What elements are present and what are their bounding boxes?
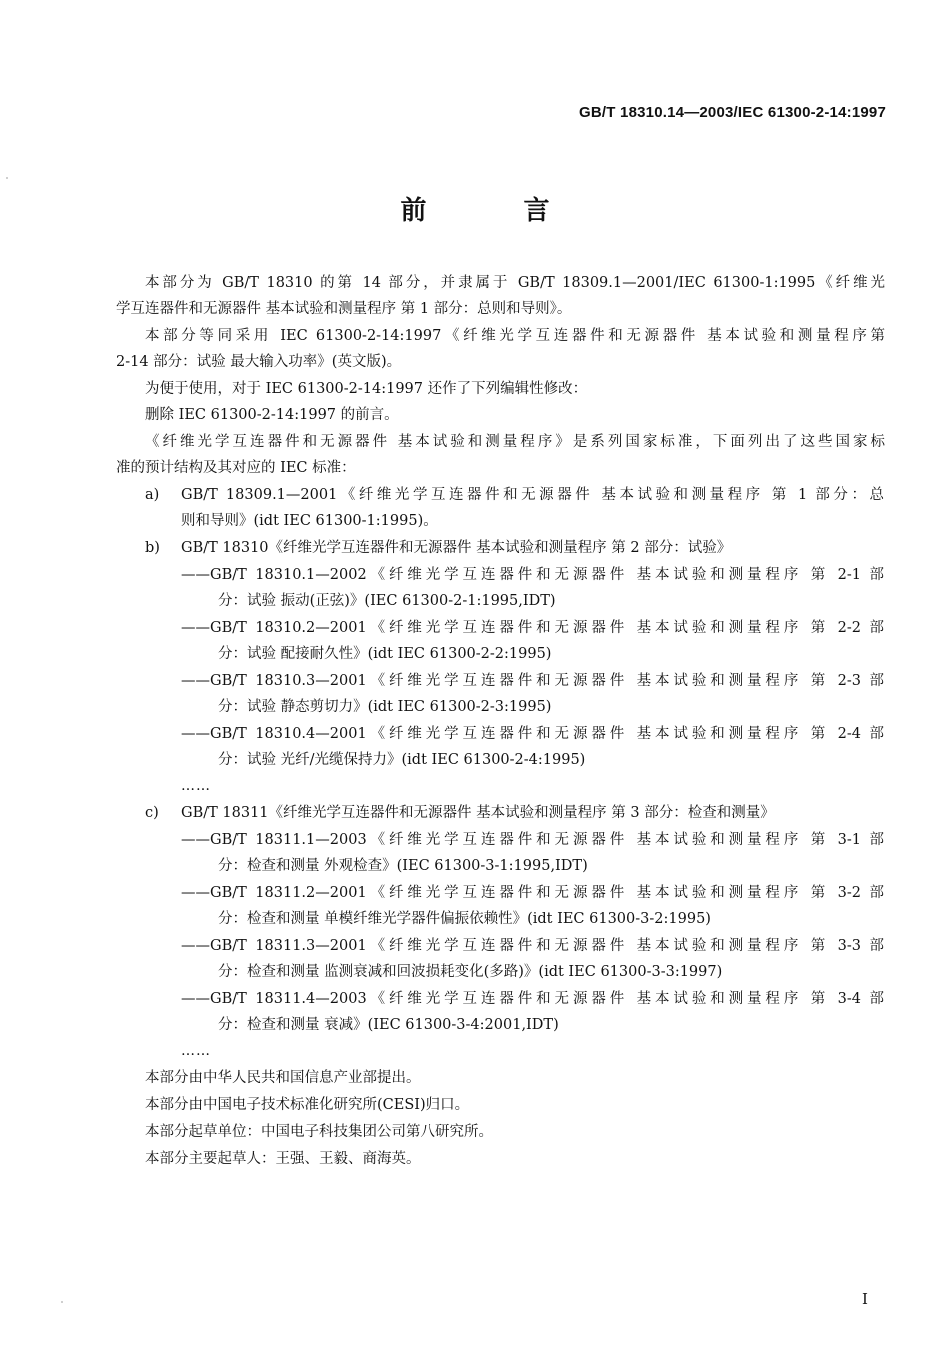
closing-proposed: 本部分由中华人民共和国信息产业部提出。 [145, 1070, 421, 1086]
list-item-b-sub-1-line-1: ——GB/T 18310.1—2002《纤维光学互连器件和无源器件 基本试验和测量程序 第 2-1 部 [181, 567, 884, 583]
list-label-a: a) [145, 487, 160, 503]
list-item-c-line-1: GB/T 18311《纤维光学互连器件和无源器件 基本试验和测量程序 第 3 部分：检查和测量》 [181, 805, 775, 821]
closing-drafting-unit: 本部分起草单位：中国电子科技集团公司第八研究所。 [145, 1124, 493, 1140]
list-item-c-sub-1-line-1: ——GB/T 18311.1—2003《纤维光学互连器件和无源器件 基本试验和测量程序 第 3-1 部 [181, 832, 884, 848]
list-item-c-sub-2-line-2: 分：检查和测量 单模纤维光学器件偏振依赖性》(idt IEC 61300-3-2:1995) [218, 911, 711, 927]
standard-number-header: GB/T 18310.14—2003/IEC 61300-2-14:1997 [579, 104, 886, 121]
preface-paragraph-1-line-2: 学互连器件和无源器件 基本试验和测量程序 第 1 部分：总则和导则》。 [116, 301, 572, 317]
list-item-b-sub-1-line-2: 分：试验 振动(正弦)》(IEC 61300-2-1:1995,IDT) [218, 593, 556, 609]
preface-paragraph-2-line-1: 本部分等同采用 IEC 61300-2-14:1997《纤维光学互连器件和无源器件 基本试验和测量程序第 [145, 328, 885, 344]
page-number: I [862, 1290, 868, 1308]
list-item-b-sub-2-line-2: 分：试验 配接耐久性》(idt IEC 61300-2-2:1995) [218, 646, 552, 662]
list-label-c: c) [145, 805, 159, 821]
list-item-b-sub-3-line-1: ——GB/T 18310.3—2001《纤维光学互连器件和无源器件 基本试验和测量程序 第 2-3 部 [181, 673, 884, 689]
scan-speck [61, 1301, 63, 1303]
list-item-b-sub-2-line-1: ——GB/T 18310.2—2001《纤维光学互连器件和无源器件 基本试验和测量程序 第 2-2 部 [181, 620, 884, 636]
closing-drafters: 本部分主要起草人：王强、王毅、商海英。 [145, 1151, 421, 1167]
list-b-ellipsis: …… [181, 778, 211, 794]
list-item-c-sub-4-line-2: 分：检查和测量 衰减》(IEC 61300-3-4:2001,IDT) [218, 1017, 559, 1033]
preface-paragraph-3: 为便于使用，对于 IEC 61300-2-14:1997 还作了下列编辑性修改： [145, 381, 588, 397]
list-item-b-sub-3-line-2: 分：试验 静态剪切力》(idt IEC 61300-2-3:1995) [218, 699, 552, 715]
preface-paragraph-1-line-1: 本部分为 GB/T 18310 的第 14 部分，并隶属于 GB/T 18309.1—2001/IEC 61300-1:1995《纤维光 [145, 275, 885, 291]
scan-speck [6, 177, 8, 179]
preface-paragraph-4: 删除 IEC 61300-2-14:1997 的前言。 [145, 407, 399, 423]
list-item-a-line-2: 则和导则》(idt IEC 61300-1:1995)。 [181, 513, 438, 529]
list-label-b: b) [145, 540, 160, 556]
list-item-c-sub-2-line-1: ——GB/T 18311.2—2001《纤维光学互连器件和无源器件 基本试验和测量程序 第 3-2 部 [181, 885, 884, 901]
preface-paragraph-5-line-2: 准的预计结构及其对应的 IEC 标准： [116, 460, 356, 476]
list-item-a-line-1: GB/T 18309.1—2001《纤维光学互连器件和无源器件 基本试验和测量程序 第 1 部分：总 [181, 487, 884, 503]
preface-paragraph-5-line-1: 《纤维光学互连器件和无源器件 基本试验和测量程序》是系列国家标准，下面列出了这些国家标 [145, 434, 885, 450]
list-item-c-sub-3-line-2: 分：检查和测量 监测衰减和回波损耗变化(多路)》(idt IEC 61300-3-3:1997) [218, 964, 723, 980]
list-item-b-sub-4-line-2: 分：试验 光纤/光缆保持力》(idt IEC 61300-2-4:1995) [218, 752, 586, 768]
list-item-c-sub-1-line-2: 分：检查和测量 外观检查》(IEC 61300-3-1:1995,IDT) [218, 858, 588, 874]
list-item-b-sub-4-line-1: ——GB/T 18310.4—2001《纤维光学互连器件和无源器件 基本试验和测量程序 第 2-4 部 [181, 726, 884, 742]
list-item-b-line-1: GB/T 18310《纤维光学互连器件和无源器件 基本试验和测量程序 第 2 部分：试验》 [181, 540, 732, 556]
list-item-c-sub-4-line-1: ——GB/T 18311.4—2003《纤维光学互连器件和无源器件 基本试验和测量程序 第 3-4 部 [181, 991, 884, 1007]
closing-managed: 本部分由中国电子技术标准化研究所(CESI)归口。 [145, 1097, 470, 1113]
page-title: 前 言 [400, 196, 594, 226]
preface-paragraph-2-line-2: 2-14 部分：试验 最大输入功率》(英文版)。 [116, 354, 402, 370]
list-c-ellipsis: …… [181, 1043, 211, 1059]
list-item-c-sub-3-line-1: ——GB/T 18311.3—2001《纤维光学互连器件和无源器件 基本试验和测量程序 第 3-3 部 [181, 938, 884, 954]
